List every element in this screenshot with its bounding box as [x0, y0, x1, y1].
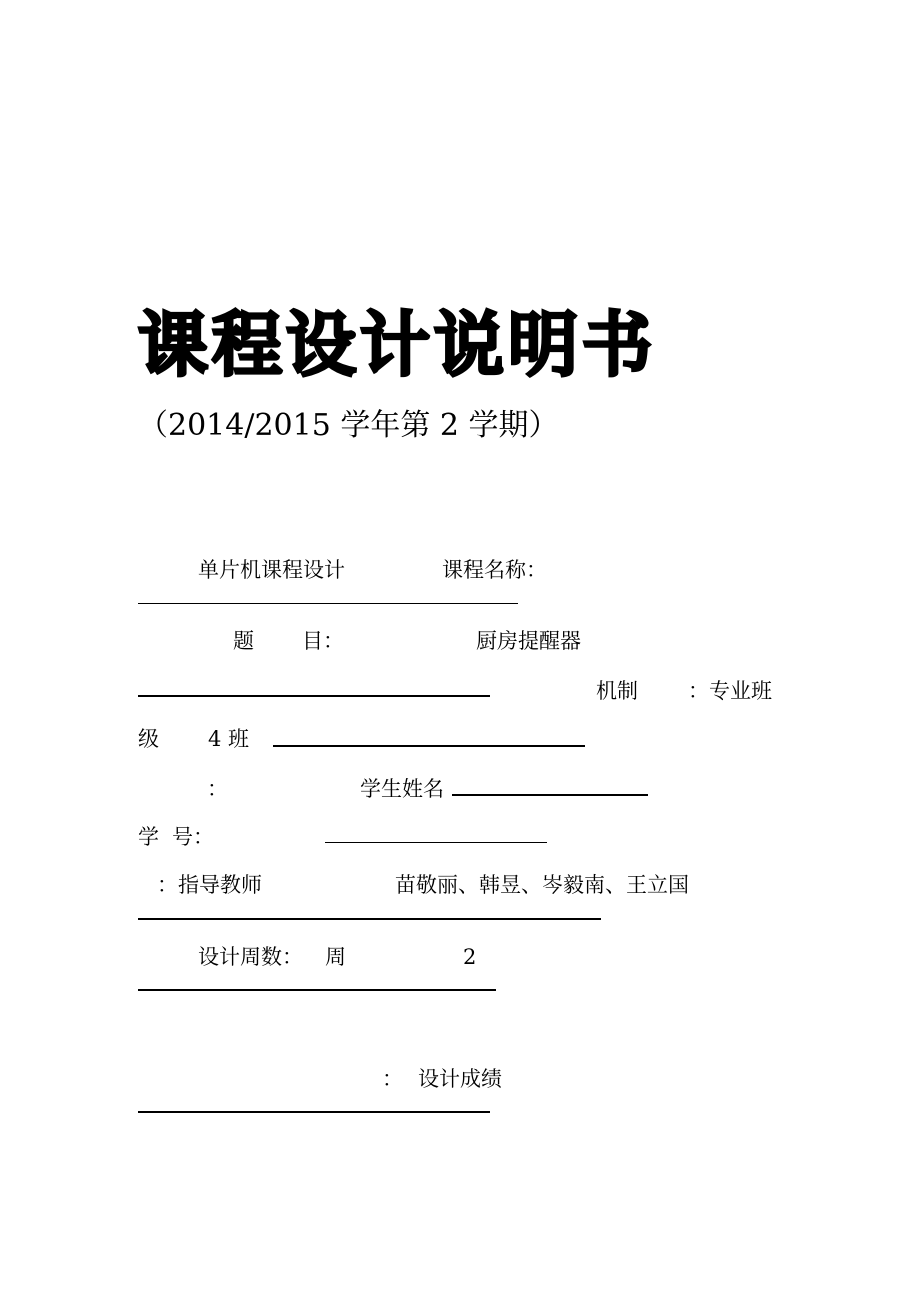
- major-value: 机制: [596, 679, 638, 703]
- weeks-value: 2: [463, 945, 477, 969]
- teacher-underline: [138, 918, 601, 920]
- teacher-label: ：指导教师: [157, 873, 262, 897]
- topic-label-part2: 目：: [302, 629, 344, 653]
- topic-value: 厨房提醒器: [476, 629, 581, 653]
- document-title: 课程设计说明书: [138, 304, 656, 386]
- topic-label-part1: 题: [233, 629, 254, 653]
- student-name-colon: ：: [207, 777, 228, 801]
- student-id-underline: [325, 842, 547, 843]
- student-id-label-part1: 学: [138, 825, 159, 849]
- teacher-value: 苗敬丽、韩昱、岑毅南、王立国: [395, 873, 689, 897]
- weeks-underline: [138, 989, 496, 991]
- grade-underline: [138, 1111, 490, 1113]
- course-name-value: 单片机课程设计: [198, 558, 345, 582]
- semester-subtitle: （2014/2015 学年第 2 学期）: [138, 408, 559, 443]
- course-name-label: 课程名称：: [442, 558, 547, 582]
- grade-label: 设计成绩: [418, 1067, 502, 1091]
- weeks-label: 设计周数：: [198, 945, 303, 969]
- student-name-underline: [452, 794, 648, 796]
- class-underline: [273, 745, 585, 747]
- course-name-underline: [138, 603, 518, 604]
- class-label-suffix: 级: [138, 727, 159, 751]
- grade-colon: ：: [382, 1067, 403, 1091]
- class-value: 4 班: [208, 727, 250, 751]
- topic-underline: [138, 695, 490, 697]
- student-name-label: 学生姓名: [360, 777, 444, 801]
- weeks-unit: 周: [325, 945, 346, 969]
- major-class-label: ：专业班: [688, 679, 772, 703]
- student-id-label-part2: 号：: [172, 825, 214, 849]
